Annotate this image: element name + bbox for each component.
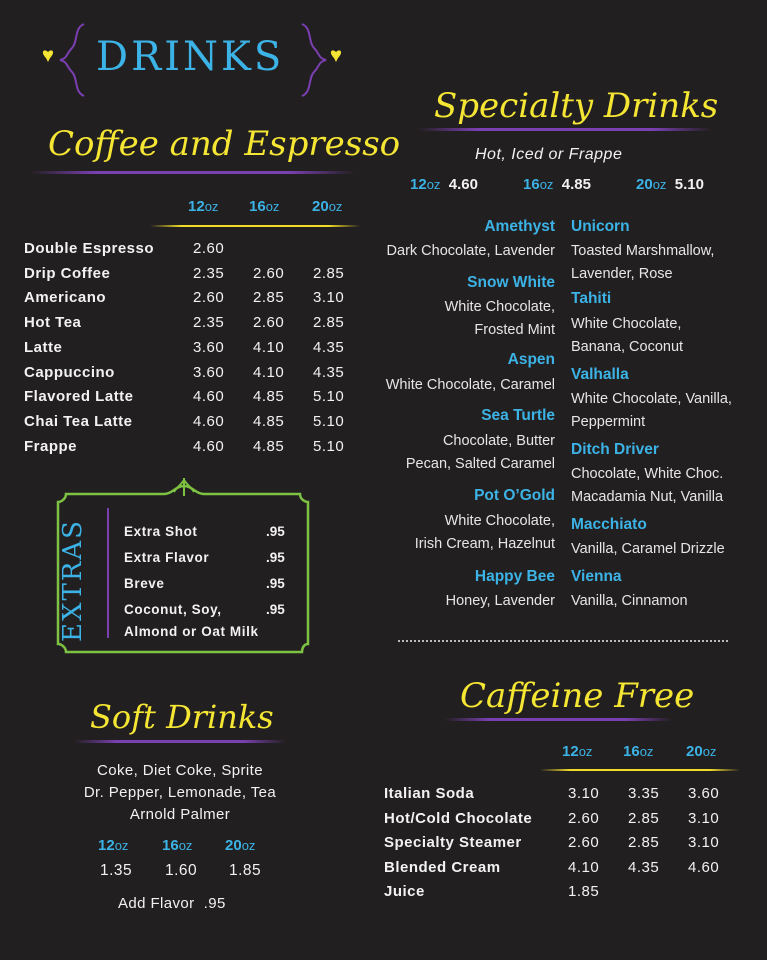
- specialty-item-name: Macchiato: [571, 516, 647, 533]
- price-20oz: 5.10: [313, 437, 345, 455]
- price-20oz: 4.60: [688, 858, 720, 876]
- soft-price-12: 1.35: [100, 862, 133, 879]
- caffeine-free-underline: [444, 718, 672, 721]
- specialty-item-desc: White Chocolate,: [444, 299, 555, 315]
- extras-item-price: .95: [266, 524, 285, 539]
- price-12oz: 2.60: [568, 809, 600, 827]
- fleur-icon: [174, 478, 194, 496]
- section-divider: [398, 640, 728, 642]
- soft-drinks-line: Arnold Palmer: [129, 806, 231, 823]
- specialty-item-desc: Vanilla, Caramel Drizzle: [571, 541, 725, 557]
- item-name: Chai Tea Latte: [24, 412, 133, 430]
- item-name: Blended Cream: [384, 858, 501, 876]
- caffeine-free-title: Caffeine Free: [460, 676, 695, 716]
- specialty-item-desc: Banana, Coconut: [571, 339, 684, 355]
- price-16oz: 4.85: [253, 412, 285, 430]
- coffee-size-underline: [150, 225, 360, 227]
- item-name: Drip Coffee: [24, 264, 111, 282]
- item-name: Juice: [384, 883, 425, 901]
- extras-item-name: Almond or Oat Milk: [124, 624, 259, 639]
- specialty-item-desc: Dark Chocolate, Lavender: [386, 243, 555, 259]
- soft-drinks-line: Coke, Diet Coke, Sprite: [97, 762, 263, 779]
- price-16oz: 4.35: [628, 858, 660, 876]
- specialty-item-desc: Irish Cream, Hazelnut: [414, 536, 555, 552]
- price-16oz: 4.10: [253, 338, 285, 356]
- specialty-item-name: Amethyst: [484, 218, 555, 235]
- soft-size-20: 20oz: [225, 837, 256, 854]
- specialty-item-desc: White Chocolate, Vanilla,: [571, 391, 732, 407]
- cf-size-20: 20oz: [686, 743, 717, 760]
- price-16oz: 4.10: [253, 363, 285, 381]
- specialty-item-name: Vienna: [571, 568, 622, 585]
- specialty-item-name: Unicorn: [571, 218, 630, 235]
- specialty-size-12: 12oz 4.60: [410, 176, 478, 193]
- specialty-title: Specialty Drinks: [434, 86, 719, 126]
- specialty-size-16: 16oz 4.85: [523, 176, 591, 193]
- price-row: [0, 364, 767, 388]
- price-row: [0, 883, 767, 907]
- heart-icon: [43, 50, 53, 62]
- brace-right-icon: [302, 24, 326, 96]
- price-16oz: 2.60: [253, 314, 285, 332]
- soft-drinks-underline: [74, 740, 286, 743]
- price-12oz: 2.60: [568, 834, 600, 852]
- price-12oz: 3.10: [568, 785, 600, 802]
- extras-item-name: Coconut, Soy,: [124, 602, 222, 617]
- soft-size-12: 12oz: [98, 837, 129, 854]
- specialty-item-name: Snow White: [467, 274, 555, 291]
- specialty-item-desc: Pecan, Salted Caramel: [405, 456, 555, 472]
- specialty-item-desc: Vanilla, Cinnamon: [571, 593, 688, 609]
- price-12oz: 2.35: [193, 314, 225, 332]
- coffee-size-16: 16oz: [249, 198, 280, 215]
- price-12oz: 3.60: [193, 338, 225, 356]
- price-12oz: 2.35: [193, 264, 225, 282]
- specialty-item-name: Pot O’Gold: [474, 487, 555, 504]
- add-flavor-note: Add Flavor .95: [118, 895, 226, 912]
- price-20oz: 3.10: [688, 809, 720, 827]
- price-20oz: 3.60: [688, 785, 720, 802]
- price-20oz: 5.10: [313, 412, 345, 430]
- specialty-item-desc: Chocolate, White Choc.: [571, 466, 724, 482]
- specialty-underline: [418, 128, 712, 131]
- price-12oz: 1.85: [568, 883, 600, 901]
- price-20oz: 3.10: [313, 289, 345, 307]
- soft-price-20: 1.85: [229, 862, 262, 879]
- specialty-item-name: Ditch Driver: [571, 441, 659, 458]
- specialty-item-desc: Chocolate, Butter: [442, 433, 555, 449]
- specialty-item-name: Sea Turtle: [481, 407, 555, 424]
- price-12oz: 3.60: [193, 363, 225, 381]
- item-name: Latte: [24, 338, 63, 356]
- price-20oz: 4.35: [313, 363, 345, 381]
- price-20oz: 3.10: [688, 834, 720, 852]
- price-12oz: 4.10: [568, 858, 600, 876]
- item-name: Americano: [24, 289, 107, 307]
- specialty-item-name: Happy Bee: [474, 568, 555, 585]
- item-name: Double Espresso: [24, 240, 155, 257]
- item-name: Cappuccino: [24, 363, 115, 381]
- extras-item-price: .95: [266, 550, 285, 565]
- price-16oz: 4.85: [253, 437, 285, 455]
- price-16oz: 3.35: [628, 785, 660, 802]
- item-name: Hot/Cold Chocolate: [384, 809, 533, 827]
- price-row: [0, 834, 767, 858]
- item-name: Flavored Latte: [24, 388, 134, 406]
- item-name: Italian Soda: [384, 785, 475, 802]
- specialty-size-20: 20oz 5.10: [636, 176, 704, 193]
- specialty-item-desc: White Chocolate, Caramel: [385, 377, 555, 393]
- extras-item-price: .95: [266, 576, 285, 591]
- coffee-size-12: 12oz: [188, 198, 219, 215]
- price-row: [0, 289, 767, 313]
- soft-drinks-line: Dr. Pepper, Lemonade, Tea: [83, 784, 277, 801]
- specialty-item-desc: Frosted Mint: [474, 322, 555, 338]
- extras-item-name: Breve: [124, 576, 165, 591]
- cf-size-12: 12oz: [562, 743, 593, 760]
- specialty-item-name: Tahiti: [571, 290, 612, 307]
- coffee-title: Coffee and Espresso: [48, 124, 401, 164]
- price-16oz: 2.60: [253, 264, 285, 282]
- price-16oz: 2.85: [253, 289, 285, 307]
- specialty-item-name: Aspen: [507, 351, 555, 368]
- soft-price-16: 1.60: [165, 862, 198, 879]
- brace-left-icon: [60, 24, 84, 96]
- cf-size-underline: [540, 769, 740, 771]
- extras-item-name: Extra Flavor: [124, 550, 210, 565]
- specialty-item-desc: White Chocolate,: [444, 513, 555, 529]
- specialty-item-desc: Peppermint: [571, 414, 646, 430]
- specialty-item-desc: White Chocolate,: [571, 316, 682, 332]
- price-12oz: 4.60: [193, 388, 225, 406]
- price-20oz: 5.10: [313, 388, 345, 406]
- price-20oz: 2.85: [313, 314, 345, 332]
- coffee-size-20: 20oz: [312, 198, 343, 215]
- price-12oz: 4.60: [193, 412, 225, 430]
- page-title: DRINKS: [96, 34, 285, 80]
- price-16oz: 4.85: [253, 388, 285, 406]
- specialty-item-desc: Macadamia Nut, Vanilla: [571, 489, 724, 505]
- extras-item-price: .95: [266, 602, 285, 617]
- price-row: [0, 785, 767, 809]
- item-name: Specialty Steamer: [384, 834, 522, 852]
- price-16oz: 2.85: [628, 834, 660, 852]
- soft-size-16: 16oz: [162, 837, 193, 854]
- price-16oz: 2.85: [628, 809, 660, 827]
- price-20oz: 2.85: [313, 264, 345, 282]
- price-12oz: 4.60: [193, 437, 225, 455]
- price-20oz: 4.35: [313, 338, 345, 356]
- specialty-item-desc: Lavender, Rose: [571, 266, 673, 282]
- specialty-subtitle: Hot, Iced or Frappe: [475, 146, 623, 163]
- heart-icon: [331, 50, 341, 62]
- coffee-title-underline: [30, 171, 355, 174]
- item-name: Frappe: [24, 437, 78, 455]
- extras-title: EXTRAS: [58, 519, 88, 642]
- price-12oz: 2.60: [193, 240, 225, 257]
- price-row: [0, 859, 767, 883]
- soft-drinks-title: Soft Drinks: [90, 698, 274, 736]
- price-12oz: 2.60: [193, 289, 225, 307]
- specialty-item-desc: Toasted Marshmallow,: [571, 243, 715, 259]
- item-name: Hot Tea: [24, 314, 82, 332]
- specialty-item-name: Valhalla: [571, 366, 629, 383]
- price-row: [0, 810, 767, 834]
- specialty-item-desc: Honey, Lavender: [445, 593, 555, 609]
- extras-item-name: Extra Shot: [124, 524, 198, 539]
- price-row: [0, 413, 767, 437]
- cf-size-16: 16oz: [623, 743, 654, 760]
